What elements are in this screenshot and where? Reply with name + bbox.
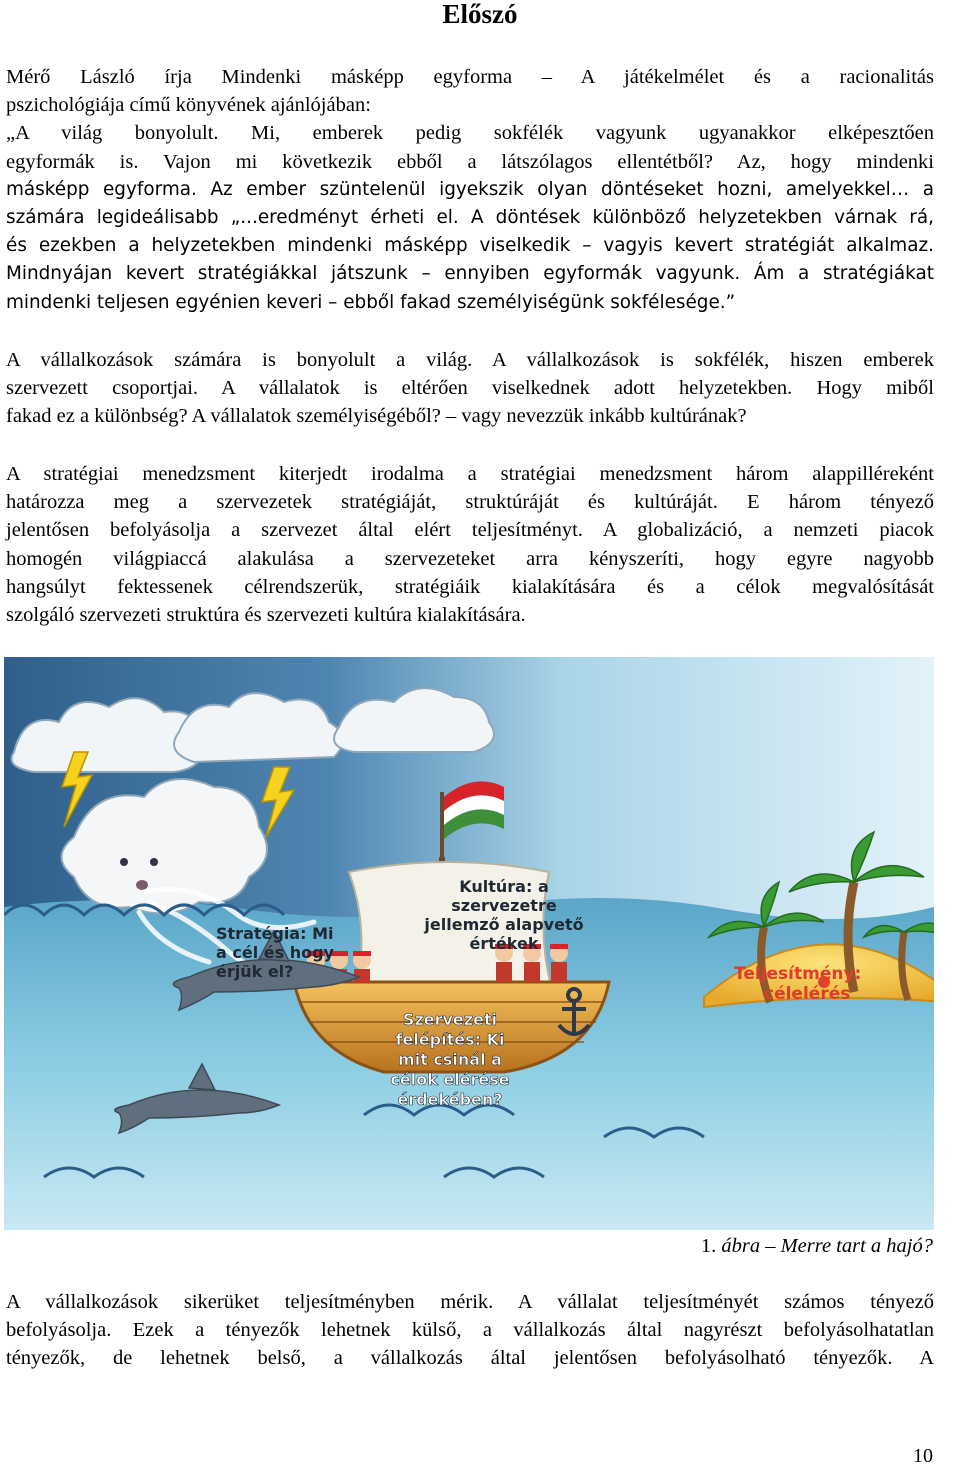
figure-caption: 1. ábra – Merre tart a hajó? xyxy=(700,1235,933,1257)
text-line: jelentősen befolyásolja a szervezet által elért teljesítményt. A globalizáció, a nemzeti piacok xyxy=(6,519,934,542)
text-line: másképp egyforma. Az ember szüntelenül igyekszik olyan döntéseket hozni, amelyekkel… a xyxy=(6,178,934,200)
svg-text:érjük el?: érjük el? xyxy=(216,962,294,981)
text-line: Mérő László írja Mindenki másképp egyforma – A játékelmélet és a racionalitás xyxy=(6,66,934,88)
svg-text:felépítés: Ki: felépítés: Ki xyxy=(395,1030,505,1049)
svg-text:mit csinál a: mit csinál a xyxy=(398,1050,502,1069)
text-line: homogén világpiaccá alakulása a szervezeteket arra kényszeríti, hogy egyre nagyobb xyxy=(6,547,934,570)
text-line: mindenki teljesen egyénien keveri – ebből fakad személyiségünk sokfélesége.” xyxy=(6,291,736,313)
svg-text:Szervezeti: Szervezeti xyxy=(402,1010,498,1029)
paragraph-strategic-management xyxy=(6,460,934,629)
text-line: pszichológiája című könyvének ajánlójában: xyxy=(6,94,371,117)
intro-quote-paragraph xyxy=(6,63,934,317)
text-line: szolgáló szervezeti struktúra és szervezeti kultúra kialakítására. xyxy=(6,604,526,627)
text-line: szervezett csoportjai. A vállalatok is eltérően viselkednek adott helyzetekben. Hogy miből xyxy=(6,377,934,400)
page-title: Előszó xyxy=(442,0,518,29)
svg-text:célok elérése: célok elérése xyxy=(390,1070,510,1089)
svg-text:szervezetre: szervezetre xyxy=(451,896,557,915)
text-line: hangsúlyt fektessenek célrendszerük, stratégiáik kialakítására és a célok megvalósítását xyxy=(6,575,934,598)
text-line: A vállalkozások sikerüket teljesítményben mérik. A vállalat teljesítményét számos tényező xyxy=(6,1291,934,1313)
text-line: befolyásolja. Ezek a tényezők lehetnek külső, a vállalkozás által nagyrészt befolyásolhatatlan xyxy=(6,1319,934,1342)
text-line: tényezők, de lehetnek belső, a vállalkozás által jelentősen befolyásolható tényezők. A xyxy=(6,1347,934,1370)
ship-illustration xyxy=(4,657,934,1230)
text-line: és ezekben a helyzetekben mindenki másképp viselkedik – vagyis kevert stratégiát alkalmaz. xyxy=(6,235,934,257)
paragraph-companies xyxy=(6,346,934,431)
paragraph-performance xyxy=(6,1288,934,1373)
text-line: számára legideálisabb „...eredményt érheti el. A döntések különböző helyzetekben várnak rá, xyxy=(6,207,934,229)
svg-text:értékek: értékek xyxy=(469,934,539,953)
svg-text:Stratégia: Mi: Stratégia: Mi xyxy=(216,924,334,943)
svg-text:Teljesítmény:: Teljesítmény: xyxy=(734,964,862,984)
text-line: „A világ bonyolult. Mi, emberek pedig sokfélék vagyunk ugyanakkor elképesztően xyxy=(6,122,934,145)
page-number: 10 xyxy=(913,1445,933,1467)
text-line: egyformák is. Vajon mi következik ebből a látszólagos ellentétből? Az, hogy mindenki xyxy=(6,150,934,173)
text-line: Mindnyájan kevert stratégiákkal játszunk – ennyiben egyformák vagyunk. Ám a stratégiákat xyxy=(6,263,934,285)
svg-text:a cél és hogy: a cél és hogy xyxy=(216,943,334,962)
structure-label xyxy=(390,1010,509,1109)
svg-text:célelérés: célelérés xyxy=(764,984,851,1004)
text-line: fakad ez a különbség? A vállalatok személyiségéből? – vagy nevezzük inkább kultúrának? xyxy=(6,405,747,428)
text-line: határozza meg a szervezetek stratégiáját, struktúráját és kultúráját. E három tényező xyxy=(6,491,934,514)
svg-text:Kultúra: a: Kultúra: a xyxy=(459,877,549,896)
text-line: A stratégiai menedzsment kiterjedt irodalma a stratégiai menedzsment három alappilléreként xyxy=(6,463,934,485)
svg-text:érdekében?: érdekében? xyxy=(397,1090,503,1109)
text-line: A vállalkozások számára is bonyolult a világ. A vállalkozások is sokfélék, hiszen emberek xyxy=(6,349,934,371)
svg-text:jellemző alapvető: jellemző alapvető xyxy=(424,915,584,934)
